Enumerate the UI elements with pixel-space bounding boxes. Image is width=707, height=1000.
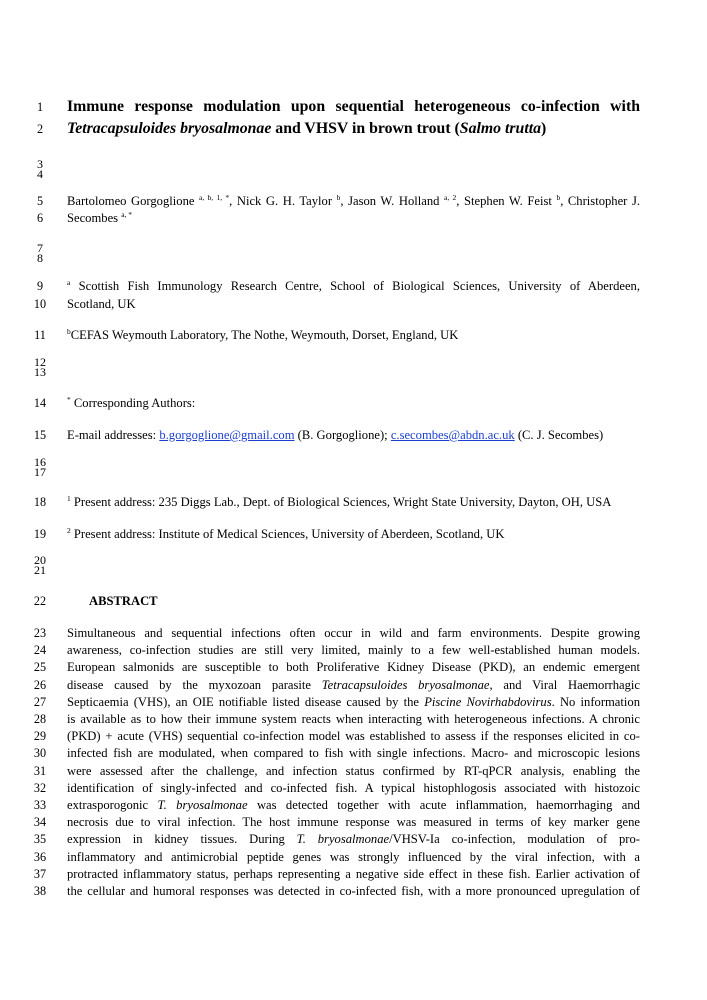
abstract-text: expression in kidney tissues. During	[67, 832, 297, 846]
abstract-line	[67, 832, 640, 846]
email-owner: (B. Gorgoglione);	[294, 428, 391, 442]
species-name: Salmo trutta	[459, 120, 542, 137]
present-address-2	[67, 527, 640, 541]
line-number: 26	[33, 678, 47, 692]
footnote-marker: 2	[67, 526, 71, 535]
author-name: , Jason W. Holland	[340, 194, 445, 208]
line-number: 2	[36, 122, 44, 136]
author-list-cont	[67, 211, 640, 225]
affiliation-marker: a, 2	[444, 193, 457, 202]
line-number: 1	[36, 100, 44, 114]
present-address-text: Present address: 235 Diggs Lab., Dept. of Biological Sciences, Wright State University, Dayton, OH, USA	[70, 495, 612, 509]
corresponding-authors	[67, 396, 640, 410]
line-number: 27	[33, 695, 47, 709]
author-name: , Stephen W. Feist	[456, 194, 557, 208]
abstract-line	[67, 678, 640, 692]
abstract-text: was detected together with acute inflammation, haemorrhaging and	[247, 798, 640, 812]
footnote-marker: 1	[67, 494, 71, 503]
line-number: 8	[37, 251, 43, 265]
line-number: 11	[34, 328, 46, 342]
line-number: 31	[33, 764, 47, 778]
line-number: 32	[33, 781, 47, 795]
present-address-1	[67, 495, 640, 509]
email-prefix: E-mail addresses:	[67, 428, 160, 442]
author-name: , Nick G. H. Taylor	[229, 194, 337, 208]
line-number: 36	[33, 850, 47, 864]
abstract-line	[67, 695, 640, 709]
present-address-text: Present address: Institute of Medical Sciences, University of Aberdeen, Scotland, UK	[70, 527, 505, 541]
abstract-text: Septicaemia (VHS), an OIE notifiable listed disease caused by the	[67, 695, 425, 709]
title-text: )	[541, 120, 547, 137]
affiliation-a	[67, 279, 640, 293]
author-name: Bartolomeo Gorgoglione	[67, 194, 200, 208]
abstract-line: identification of singly-infected and co-infected fish. A typical histophlogosis associated with histozoic	[67, 781, 640, 795]
line-number: 29	[33, 729, 47, 743]
paper-title-line-1: Immune response modulation upon sequential heterogeneous co-infection with	[67, 98, 640, 115]
abstract-text: /VHSV-Ia co-infection, modulation of pro-	[389, 832, 640, 846]
email-owner: (C. J. Secombes)	[514, 428, 604, 442]
line-number: 17	[34, 465, 46, 479]
affiliation-text: Scottish Fish Immunology Research Centre, School of Biological Sciences, University of Aberdeen,	[70, 279, 640, 293]
abstract-line: were assessed after the challenge, and infection status confirmed by RT-qPCR analysis, enabling the	[67, 764, 640, 778]
affiliation-marker: b	[556, 193, 561, 202]
abstract-line: inflammatory and antimicrobial peptide genes was strongly influenced by the viral infection, with a	[67, 850, 640, 864]
line-number: 13	[34, 365, 46, 379]
line-number: 30	[33, 746, 47, 760]
line-number: 23	[33, 626, 47, 640]
line-number: 7	[37, 241, 43, 255]
italic-term: Piscine Novirhabdovirus	[424, 695, 552, 709]
paper-title-line-2	[67, 120, 640, 138]
abstract-line: is available as to how their immune system reacts when interacting with heterogeneous infections. A chronic	[67, 712, 640, 726]
abstract-text: , and Viral Haemorrhagic	[489, 678, 640, 692]
abstract-line	[67, 798, 640, 812]
abstract-line: awareness, co-infection studies are still very limited, mainly to a few well-established human models.	[67, 643, 640, 657]
abstract-line: the cellular and humoral responses was detected in co-infected fish, with a more pronounced upregulation of	[67, 884, 640, 898]
line-number: 19	[33, 527, 47, 541]
affiliation-b	[67, 328, 640, 342]
italic-term: T. bryosalmonae	[296, 832, 390, 846]
title-text: and VHSV in brown trout (	[271, 120, 460, 137]
abstract-line: (PKD) + acute (VHS) sequential co-infection model was established to assess if the responses elicited in co-	[67, 729, 640, 743]
italic-term: Tetracapsuloides bryosalmonae	[321, 678, 490, 692]
line-number: 4	[37, 167, 43, 181]
line-number: 14	[33, 396, 47, 410]
affiliation-marker: b	[67, 327, 71, 336]
line-number: 6	[36, 211, 44, 225]
line-number: 37	[33, 867, 47, 881]
abstract-heading: ABSTRACT	[89, 594, 158, 608]
abstract-line: necrosis due to viral infection. The host immune response was measured in terms of key marker gene	[67, 815, 640, 829]
abstract-text: extrasporogonic	[67, 798, 158, 812]
line-number: 16	[34, 455, 46, 469]
line-number: 9	[36, 279, 44, 293]
abstract-text: . No information	[551, 695, 640, 709]
affiliation-marker: b	[336, 193, 341, 202]
abstract-line: Simultaneous and sequential infections often occur in wild and farm environments. Despite growing	[67, 626, 640, 640]
corresponding-label: Corresponding Authors:	[70, 396, 196, 410]
species-name: Tetracapsuloides bryosalmonae	[67, 120, 272, 137]
abstract-line: European salmonids are susceptible to both Proliferative Kidney Disease (PKD), an endemic emergent	[67, 660, 640, 674]
line-number: 33	[33, 798, 47, 812]
author-name: Secombes	[67, 211, 122, 225]
affiliation-marker: a, b, 1, *	[199, 193, 230, 202]
line-number: 21	[34, 563, 46, 577]
author-list	[67, 194, 640, 208]
line-number: 3	[37, 157, 43, 171]
line-number: 24	[33, 643, 47, 657]
email-link-secombes[interactable]: c.secombes@abdn.ac.uk	[390, 428, 515, 442]
affiliation-a-cont: Scotland, UK	[67, 297, 136, 311]
line-number: 12	[34, 355, 46, 369]
asterisk-marker: *	[67, 395, 71, 404]
line-number: 38	[33, 884, 47, 898]
abstract-line: protracted inflammatory status, perhaps representing a negative side effect in these fish. Earlier activation of	[67, 867, 640, 881]
line-number: 28	[33, 712, 47, 726]
affiliation-marker: a, *	[121, 210, 133, 219]
line-number: 15	[33, 428, 47, 442]
line-number: 18	[33, 495, 47, 509]
email-addresses	[67, 428, 640, 442]
affiliation-marker: a	[67, 278, 71, 287]
abstract-line: infected fish are modulated, when compared to fish with single infections. Macro- and microscopic lesions	[67, 746, 640, 760]
line-number: 25	[33, 660, 47, 674]
affiliation-text: CEFAS Weymouth Laboratory, The Nothe, Weymouth, Dorset, England, UK	[70, 328, 459, 342]
line-number: 34	[33, 815, 47, 829]
line-number: 35	[33, 832, 47, 846]
abstract-text: disease caused by the myxozoan parasite	[67, 678, 322, 692]
author-name: , Christopher J.	[560, 194, 640, 208]
line-number: 20	[34, 553, 46, 567]
email-link-gorgoglione[interactable]: b.gorgoglione@gmail.com	[159, 428, 295, 442]
line-number: 22	[33, 594, 47, 608]
line-number: 5	[36, 194, 44, 208]
line-number: 10	[33, 297, 47, 311]
italic-term: T. bryosalmonae	[157, 798, 248, 812]
